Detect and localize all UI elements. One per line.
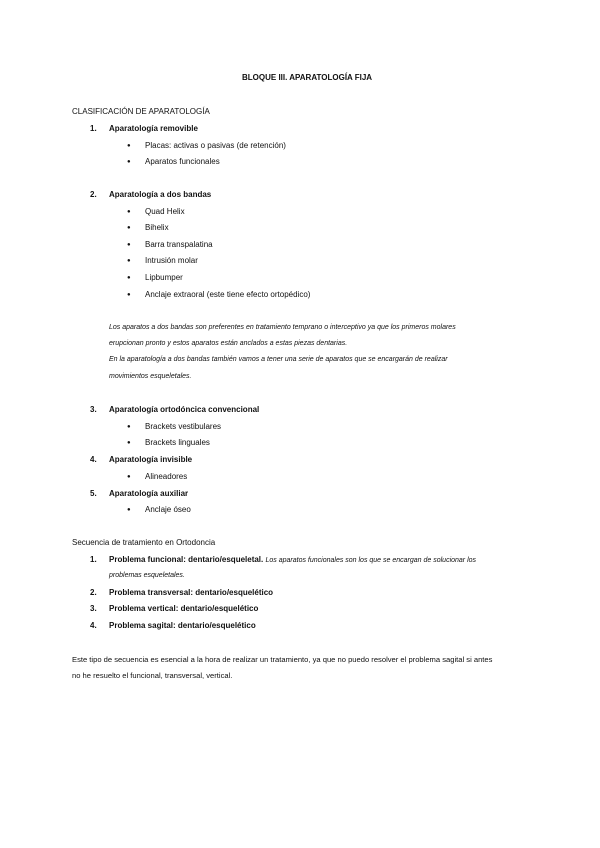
- list-number: 3.: [90, 604, 97, 613]
- note-line: erupcionan pronto y estos aparatos están anclados a estas piezas dentarias.: [109, 340, 348, 347]
- bullet-icon: ●: [127, 474, 131, 480]
- closing-paragraph-line: Este tipo de secuencia es esencial a la hora de realizar un tratamiento, ya que no puedo resolver el problema sagital si antes: [72, 655, 493, 664]
- sub-list-item: Lipbumper: [145, 273, 183, 282]
- list-item-label: Aparatología a dos bandas: [109, 190, 212, 199]
- sub-list-item: Bihelix: [145, 223, 169, 232]
- list-item-label: Aparatología ortodóncica convencional: [109, 405, 260, 414]
- sequence-item-label: Problema sagital: dentario/esquelético: [109, 621, 256, 630]
- bullet-icon: ●: [127, 143, 131, 149]
- list-number: 4.: [90, 621, 97, 630]
- bullet-icon: ●: [127, 159, 131, 165]
- list-item-label: Aparatología invisible: [109, 455, 193, 464]
- sub-list-item: Anclaje extraoral (este tiene efecto ortopédico): [145, 290, 311, 299]
- sub-list-item: Anclaje óseo: [145, 505, 191, 514]
- sub-list-item: Intrusión molar: [145, 256, 198, 265]
- bullet-icon: ●: [127, 242, 131, 248]
- note-line: Los aparatos a dos bandas son preferentes en tratamiento temprano o interceptivo ya que los primeros molares: [109, 324, 456, 331]
- list-number: 2.: [90, 588, 97, 597]
- sequence-item-label: Problema funcional: dentario/esqueletal.: [109, 555, 264, 564]
- list-number: 1.: [90, 555, 97, 564]
- closing-paragraph-line: no he resuelto el funcional, transversal, vertical.: [72, 671, 233, 680]
- list-number: 4.: [90, 455, 97, 464]
- section-heading-classification: CLASIFICACIÓN DE APARATOLOGÍA: [72, 107, 210, 116]
- sub-list-item: Barra transpalatina: [145, 240, 213, 249]
- bullet-icon: ●: [127, 292, 131, 298]
- section-heading-sequence: Secuencia de tratamiento en Ortodoncia: [72, 538, 216, 547]
- bullet-icon: ●: [127, 225, 131, 231]
- list-number: 5.: [90, 489, 97, 498]
- list-number: 1.: [90, 124, 97, 133]
- list-item-label: Aparatología removible: [109, 124, 198, 133]
- note-line: En la aparatología a dos bandas también vamos a tener una serie de aparatos que se encargarán de realizar: [109, 356, 448, 363]
- sub-list-item: Alineadores: [145, 472, 188, 481]
- bullet-icon: ●: [127, 440, 131, 446]
- bullet-icon: ●: [127, 507, 131, 513]
- bullet-icon: ●: [127, 209, 131, 215]
- bullet-icon: ●: [127, 275, 131, 281]
- sub-list-item: Brackets linguales: [145, 438, 210, 447]
- sub-list-item: Brackets vestibulares: [145, 422, 222, 431]
- sub-list-item: Aparatos funcionales: [145, 157, 220, 166]
- list-item-label: Aparatología auxiliar: [109, 489, 189, 498]
- sequence-item-note: Los aparatos funcionales son los que se encargan de solucionar los: [265, 557, 477, 564]
- sequence-item: [109, 556, 476, 564]
- list-number: 2.: [90, 190, 97, 199]
- bullet-icon: ●: [127, 424, 131, 430]
- sequence-item-note: problemas esqueletales.: [109, 572, 185, 579]
- list-number: 3.: [90, 405, 97, 414]
- sequence-item-label: Problema vertical: dentario/esquelético: [109, 604, 259, 613]
- bullet-icon: ●: [127, 258, 131, 264]
- note-line: movimientos esqueletales.: [109, 373, 192, 380]
- page-title: BLOQUE III. APARATOLOGÍA FIJA: [242, 73, 373, 82]
- sequence-item-label: Problema transversal: dentario/esquelético: [109, 588, 274, 597]
- sub-list-item: Quad Helix: [145, 207, 185, 216]
- sub-list-item: Placas: activas o pasivas (de retención): [145, 141, 286, 150]
